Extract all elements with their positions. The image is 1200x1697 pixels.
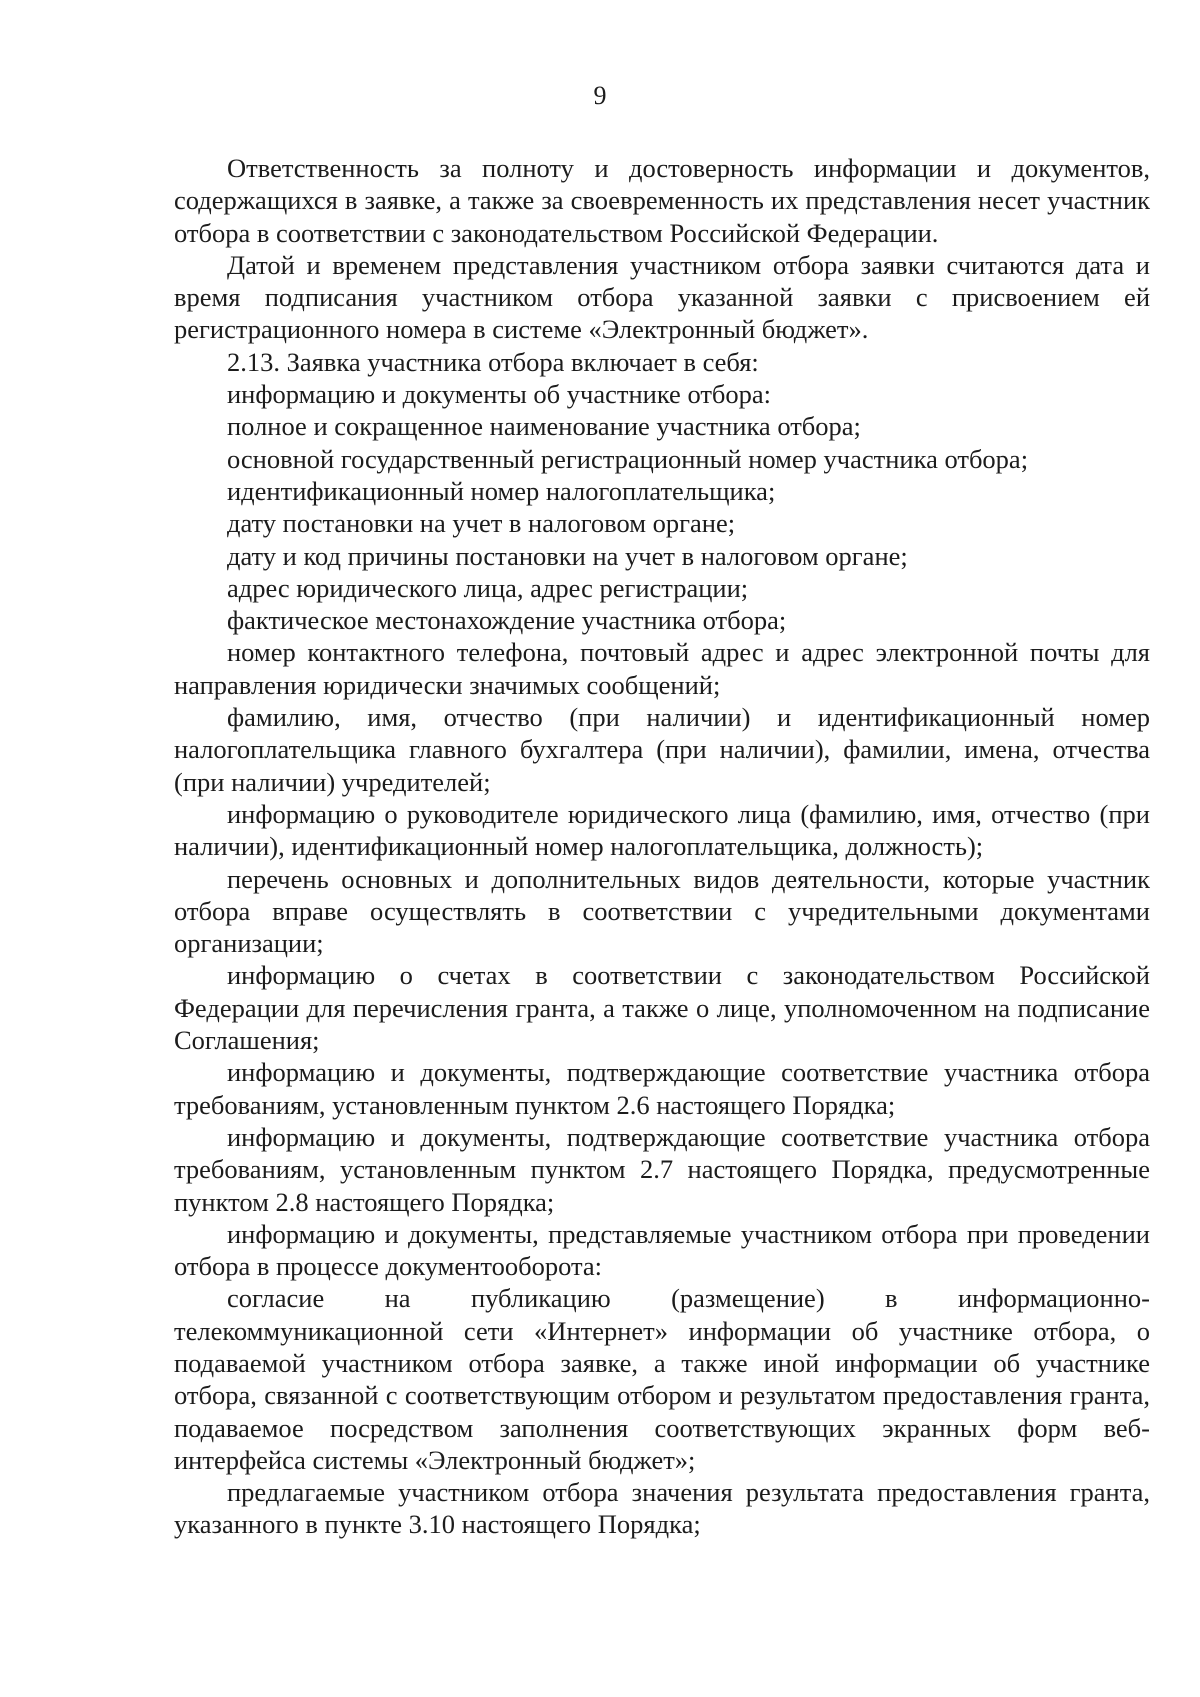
paragraph-responsibility: Ответственность за полноту и достоверность информации и документов, содержащихся в заявке, а также за своевременность их представления несет участник отбора в соответствии с законодательством Российской Федерации. — [174, 153, 1150, 248]
paragraph-kpp: дату и код причины постановки на учет в налоговом органе; — [227, 540, 908, 571]
paragraph-contacts: номер контактного телефона, почтовый адрес и адрес электронной почты для направления юридически значимых сообщений; — [174, 637, 1150, 700]
paragraph-submission-date: Датой и временем представления участником отбора заявки считаются дата и время подписания участником отбора указанной заявки с присвоением ей регистрационного номера в системе «Электронный бюджет». — [174, 249, 1150, 345]
paragraph-actual-location: фактическое местонахождение участника отбора; — [227, 605, 787, 636]
paragraph-section-2-13: 2.13. Заявка участника отбора включает в себя: — [227, 346, 759, 377]
paragraph-activities: перечень основных и дополнительных видов деятельности, которые участник отбора вправе осуществлять в соответствии с учредительными документами организации; — [174, 863, 1150, 959]
paragraph-document-flow: информацию и документы, представляемые участником отбора при проведении отбора в процессе документооборота: — [174, 1218, 1150, 1282]
paragraph-inn: идентификационный номер налогоплательщика; — [227, 475, 776, 506]
paragraph-accountant: фамилию, имя, отчество (при наличии) и идентификационный номер налогоплательщика главного бухгалтера (при наличии), фамилии, имена, отчества (при наличии) учредителей; — [174, 702, 1150, 797]
paragraph-full-name: полное и сокращенное наименование участника отбора; — [227, 411, 861, 442]
paragraph-participant-info: информацию и документы об участнике отбора: — [227, 379, 772, 410]
paragraph-accounts: информацию о счетах в соответствии с законодательством Российской Федерации для перечисления гранта, а также о лице, уполномоченном на подписание Соглашения; — [174, 960, 1150, 1056]
paragraph-grant-result: предлагаемые участником отбора значения результата предоставления гранта, указанного в пункте 3.10 настоящего Порядка; — [174, 1477, 1150, 1540]
paragraph-legal-address: адрес юридического лица, адрес регистрации; — [227, 572, 749, 603]
paragraph-publication-consent: согласие на публикацию (размещение) в информационно-телекоммуникационной сети «Интернет» информации об участнике отбора, о подаваемой участником отбора заявке, а также иной информации об участнике отбора, связанной с соответствующим отбором и результатом предоставления гранта, подаваемое посредством заполнения соответствующих экранных форм веб-интерфейса системы «Электронный бюджет»; — [174, 1283, 1150, 1475]
paragraph-registration-date: дату постановки на учет в налоговом органе; — [227, 508, 736, 539]
paragraph-requirements-2-7: информацию и документы, подтверждающие соответствие участника отбора требованиям, установленным пунктом 2.7 настоящего Порядка, предусмотренные пунктом 2.8 настоящего Порядка; — [174, 1121, 1150, 1217]
paragraph-director: информацию о руководителе юридического лица (фамилию, имя, отчество (при наличии), идентификационный номер налогоплательщика, должность); — [174, 798, 1150, 862]
paragraph-ogrn: основной государственный регистрационный номер участника отбора; — [227, 443, 1029, 474]
page-number: 9 — [593, 81, 607, 110]
paragraph-requirements-2-6: информацию и документы, подтверждающие соответствие участника отбора требованиям, установленным пунктом 2.6 настоящего Порядка; — [174, 1057, 1150, 1120]
document-body — [174, 152, 1150, 1541]
